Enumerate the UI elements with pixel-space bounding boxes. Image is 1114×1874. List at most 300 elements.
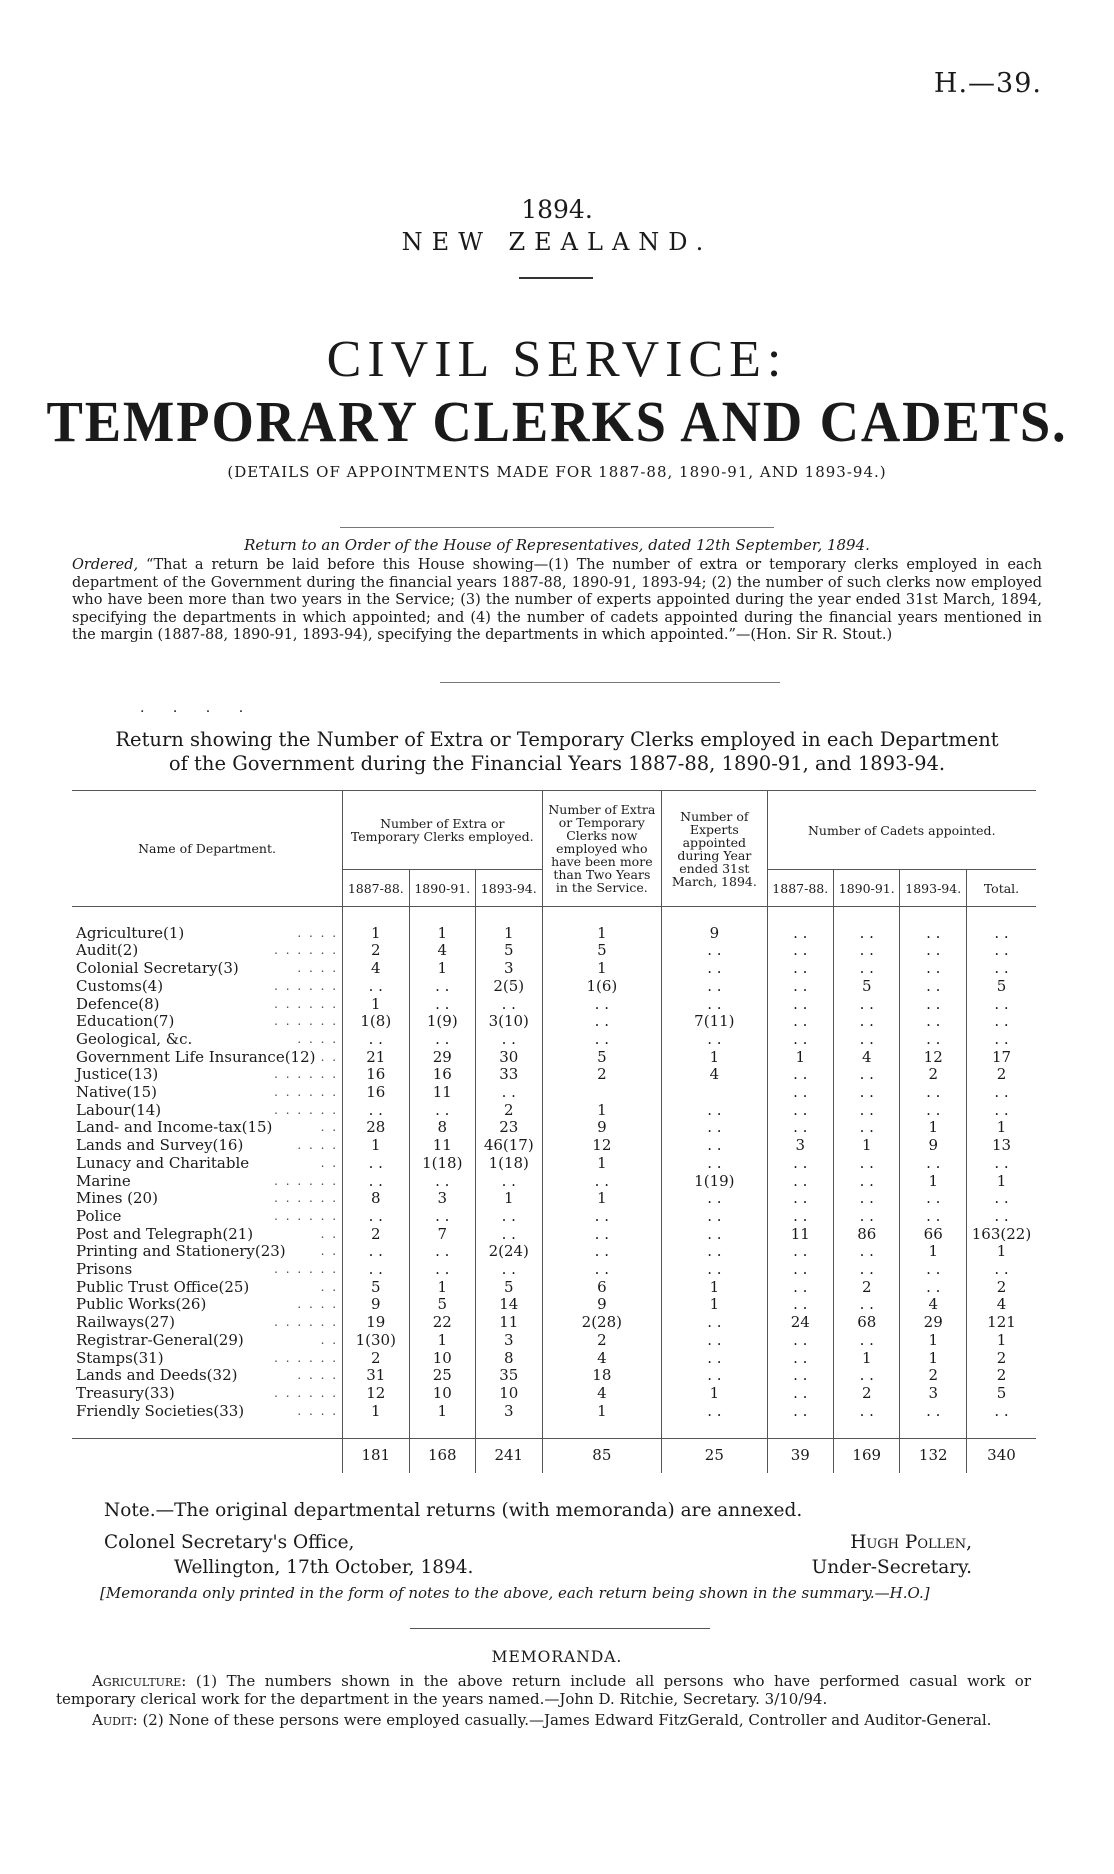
cell-two-years: 1 xyxy=(542,960,662,978)
memo-audit-label: Audit: xyxy=(92,1711,138,1729)
department-label: Railways(27) xyxy=(76,1313,175,1332)
cell-experts: . . xyxy=(662,1314,767,1332)
cell-extra-1887: 19 xyxy=(343,1314,409,1332)
cell-two-years: 2 xyxy=(542,1066,662,1084)
cell-extra-1890: 1 xyxy=(409,1403,475,1421)
department-label: Native(15) xyxy=(76,1083,158,1102)
cell-extra-1893: 3 xyxy=(476,1403,542,1421)
cell-extra-1887: 1 xyxy=(343,925,409,943)
cell-two-years: 1 xyxy=(542,1403,662,1421)
total-cadets-1887: 39 xyxy=(767,1439,833,1474)
cell-cadets-1893: . . xyxy=(900,1102,966,1120)
cell-two-years: . . xyxy=(542,1208,662,1226)
dot-leader: . . xyxy=(320,1155,339,1170)
cell-extra-1893: 14 xyxy=(476,1296,542,1314)
cell-extra-1890: 16 xyxy=(409,1066,475,1084)
cell-cadets-1893: . . xyxy=(900,1031,966,1049)
cell-cadets-1890: . . xyxy=(834,1066,900,1084)
cell-two-years: 12 xyxy=(542,1137,662,1155)
cell-cadets-1890: . . xyxy=(834,1190,900,1208)
cell-two-years: 2(28) xyxy=(542,1314,662,1332)
cell-two-years: 4 xyxy=(542,1350,662,1368)
table-row xyxy=(72,1049,1036,1067)
department-name xyxy=(72,1314,343,1332)
total-two-years: 85 xyxy=(542,1439,662,1474)
department-label: Labour(14) xyxy=(76,1100,162,1119)
cell-cadets-1887: . . xyxy=(767,1173,833,1191)
cell-experts: 1(19) xyxy=(662,1173,767,1191)
cell-cadets-total: 1 xyxy=(966,1243,1036,1261)
cell-extra-1890: 1 xyxy=(409,925,475,943)
table-row xyxy=(72,978,1036,996)
department-name xyxy=(72,1119,343,1137)
department-name xyxy=(72,1208,343,1226)
cell-cadets-total: . . xyxy=(966,1013,1036,1031)
cell-extra-1890: 1(18) xyxy=(409,1155,475,1173)
document-reference: H.—39. xyxy=(933,68,1042,99)
department-label: Post and Telegraph(21) xyxy=(76,1224,254,1243)
table-row xyxy=(72,960,1036,978)
cell-experts: 1 xyxy=(662,1279,767,1297)
cell-cadets-total: . . xyxy=(966,1208,1036,1226)
cell-experts: . . xyxy=(662,1155,767,1173)
cell-extra-1887: 2 xyxy=(343,1350,409,1368)
divider xyxy=(410,1628,710,1629)
cell-cadets-total: 5 xyxy=(966,978,1036,996)
department-name xyxy=(72,942,343,960)
table-row xyxy=(72,1385,1036,1403)
cell-cadets-1887: . . xyxy=(767,942,833,960)
dot-leader: . . . . xyxy=(297,1031,339,1046)
cell-extra-1887: 4 xyxy=(343,960,409,978)
cell-experts: . . xyxy=(662,1226,767,1244)
cell-two-years: . . xyxy=(542,1261,662,1279)
cell-cadets-1890: . . xyxy=(834,1031,900,1049)
total-cadets-total: 340 xyxy=(966,1439,1036,1474)
table-row xyxy=(72,1261,1036,1279)
dot-leader: . . . . xyxy=(297,1138,339,1153)
divider xyxy=(519,277,593,279)
cell-cadets-1887: . . xyxy=(767,960,833,978)
cell-extra-1887: 16 xyxy=(343,1066,409,1084)
cell-experts: . . xyxy=(662,1332,767,1350)
dot-leader: . . . . xyxy=(297,925,339,940)
cell-experts: 1 xyxy=(662,1049,767,1067)
cell-extra-1893: 3 xyxy=(476,1332,542,1350)
cell-extra-1887: . . xyxy=(343,1102,409,1120)
cell-extra-1893: . . xyxy=(476,996,542,1014)
cell-extra-1893: 11 xyxy=(476,1314,542,1332)
cell-extra-1890: 1(9) xyxy=(409,1013,475,1031)
cell-two-years: 6 xyxy=(542,1279,662,1297)
place-date: Wellington, 17th October, 1894. xyxy=(174,1557,474,1578)
memo-audit xyxy=(56,1711,1031,1729)
cell-cadets-1890: . . xyxy=(834,960,900,978)
cell-cadets-1887: 1 xyxy=(767,1049,833,1067)
table-row xyxy=(72,1155,1036,1173)
country-heading: NEW ZEALAND. xyxy=(401,228,713,256)
title-line-2: TEMPORARY CLERKS AND CADETS. xyxy=(46,389,1068,454)
cell-extra-1890: 10 xyxy=(409,1385,475,1403)
dot-leader: . . . . xyxy=(297,1368,339,1383)
col-header-experts: Number of Experts appointed during Year ended 31st March, 1894. xyxy=(662,791,767,907)
table-row xyxy=(72,1137,1036,1155)
cell-cadets-total: . . xyxy=(966,1403,1036,1421)
cell-cadets-1893: 3 xyxy=(900,1385,966,1403)
cell-experts: . . xyxy=(662,996,767,1014)
dot-leader: . . xyxy=(320,1279,339,1294)
dot-leader: . . . . . . xyxy=(274,1385,339,1400)
department-label: Public Trust Office(25) xyxy=(76,1277,250,1296)
cell-extra-1890: . . xyxy=(409,978,475,996)
cell-cadets-1893: . . xyxy=(900,925,966,943)
total-extra-1890: 168 xyxy=(409,1439,475,1474)
cell-extra-1890: . . xyxy=(409,1031,475,1049)
cell-experts: . . xyxy=(662,1350,767,1368)
cell-extra-1893: 5 xyxy=(476,1279,542,1297)
cell-extra-1887: 9 xyxy=(343,1296,409,1314)
cell-experts: . . xyxy=(662,1031,767,1049)
signatory-name: Hugh Pollen, xyxy=(850,1532,972,1553)
cell-cadets-1887: . . xyxy=(767,996,833,1014)
cell-two-years: 4 xyxy=(542,1385,662,1403)
cell-two-years: 1 xyxy=(542,1102,662,1120)
department-label: Government Life Insurance(12) xyxy=(76,1047,316,1066)
cell-cadets-total: 5 xyxy=(966,1385,1036,1403)
cell-cadets-total: 17 xyxy=(966,1049,1036,1067)
return-heading-line-1: Return showing the Number of Extra or Temporary Clerks employed in each Department xyxy=(115,728,999,751)
cell-cadets-1893: 9 xyxy=(900,1137,966,1155)
cell-cadets-1887: . . xyxy=(767,1243,833,1261)
cell-experts: . . xyxy=(662,942,767,960)
cell-extra-1890: 4 xyxy=(409,942,475,960)
department-label: Public Works(26) xyxy=(76,1295,207,1314)
cell-extra-1893: 2 xyxy=(476,1102,542,1120)
department-name xyxy=(72,1296,343,1314)
table-row xyxy=(72,1279,1036,1297)
cell-cadets-total: 2 xyxy=(966,1367,1036,1385)
cell-extra-1893: 33 xyxy=(476,1066,542,1084)
cell-cadets-1893: 1 xyxy=(900,1350,966,1368)
cell-extra-1893: 10 xyxy=(476,1385,542,1403)
cell-extra-1893: . . xyxy=(476,1226,542,1244)
cell-cadets-1890: . . xyxy=(834,1102,900,1120)
cell-cadets-total: . . xyxy=(966,1031,1036,1049)
cell-cadets-1890: 1 xyxy=(834,1137,900,1155)
cell-cadets-1893: 1 xyxy=(900,1243,966,1261)
dot-leader: . . . . xyxy=(297,961,339,976)
cell-cadets-1893: 4 xyxy=(900,1296,966,1314)
cell-cadets-total: . . xyxy=(966,942,1036,960)
cell-cadets-1890: . . xyxy=(834,1155,900,1173)
ellipsis-dots: . . . . xyxy=(140,700,256,716)
table-row xyxy=(72,1031,1036,1049)
cell-cadets-1890: . . xyxy=(834,925,900,943)
cell-two-years: . . xyxy=(542,996,662,1014)
department-name xyxy=(72,1155,343,1173)
cell-experts: . . xyxy=(662,1137,767,1155)
memo-audit-text: (2) None of these persons were employed casually.—James Edward FitzGerald, Controller and Auditor-General. xyxy=(142,1711,992,1729)
table-row xyxy=(72,1119,1036,1137)
dot-leader: . . . . . . xyxy=(274,1315,339,1330)
table-row xyxy=(72,1243,1036,1261)
cell-experts: . . xyxy=(662,1119,767,1137)
department-name xyxy=(72,1332,343,1350)
totals-row xyxy=(72,1439,1036,1474)
cell-cadets-1887: . . xyxy=(767,1279,833,1297)
cell-extra-1890: 10 xyxy=(409,1350,475,1368)
cell-experts: . . xyxy=(662,1367,767,1385)
cell-cadets-1893: 2 xyxy=(900,1066,966,1084)
department-name xyxy=(72,1350,343,1368)
cell-cadets-total: 121 xyxy=(966,1314,1036,1332)
cell-extra-1890: 1 xyxy=(409,1279,475,1297)
department-name xyxy=(72,1279,343,1297)
department-label: Friendly Societies(33) xyxy=(76,1401,245,1420)
dot-leader: . . . . . . xyxy=(274,1208,339,1223)
cell-cadets-1887: . . xyxy=(767,1350,833,1368)
cell-cadets-total: . . xyxy=(966,960,1036,978)
cell-cadets-1890: . . xyxy=(834,1243,900,1261)
dot-leader: . . . . . . xyxy=(274,978,339,993)
dot-leader: . . . . . . xyxy=(274,1067,339,1082)
total-cadets-1893: 132 xyxy=(900,1439,966,1474)
cell-two-years: 1 xyxy=(542,1190,662,1208)
cell-extra-1893: . . xyxy=(476,1208,542,1226)
cell-cadets-total: 2 xyxy=(966,1066,1036,1084)
cell-cadets-1890: . . xyxy=(834,1367,900,1385)
cell-extra-1893: . . xyxy=(476,1031,542,1049)
col-header-department: Name of Department. xyxy=(72,791,343,907)
table-row xyxy=(72,1190,1036,1208)
cell-cadets-1890: 5 xyxy=(834,978,900,996)
cell-cadets-1893: 66 xyxy=(900,1226,966,1244)
cell-extra-1890: 11 xyxy=(409,1084,475,1102)
cell-cadets-1893: 1 xyxy=(900,1173,966,1191)
cell-cadets-1893: 1 xyxy=(900,1119,966,1137)
cell-experts: 7(11) xyxy=(662,1013,767,1031)
cell-cadets-total: 163(22) xyxy=(966,1226,1036,1244)
cell-experts: . . xyxy=(662,1102,767,1120)
return-table xyxy=(72,790,1036,1473)
department-label: Lands and Survey(16) xyxy=(76,1136,244,1155)
table-row xyxy=(72,925,1036,943)
cell-extra-1893: 23 xyxy=(476,1119,542,1137)
cell-two-years: 1(6) xyxy=(542,978,662,996)
cell-cadets-1887: . . xyxy=(767,1385,833,1403)
divider xyxy=(440,682,780,683)
cell-extra-1890: 11 xyxy=(409,1137,475,1155)
department-label: Agriculture(1) xyxy=(76,923,185,942)
col-header-cadets-1890: 1890-91. xyxy=(834,870,900,907)
cell-experts: 9 xyxy=(662,925,767,943)
cell-cadets-1893: 12 xyxy=(900,1049,966,1067)
cell-extra-1887: 1(8) xyxy=(343,1013,409,1031)
cell-extra-1893: 1(18) xyxy=(476,1155,542,1173)
memoranda-note: [Memoranda only printed in the form of notes to the above, each return being shown in the summary.—H.O.] xyxy=(100,1584,930,1602)
cell-extra-1890: 29 xyxy=(409,1049,475,1067)
cell-cadets-1893: . . xyxy=(900,1013,966,1031)
cell-two-years: . . xyxy=(542,1013,662,1031)
department-name xyxy=(72,925,343,943)
total-extra-1887: 181 xyxy=(343,1439,409,1474)
signatory-position: Under-Secretary. xyxy=(811,1557,972,1578)
cell-cadets-1890: 2 xyxy=(834,1385,900,1403)
footer-note: Note.—The original departmental returns (with memoranda) are annexed. xyxy=(104,1500,803,1521)
cell-cadets-total: . . xyxy=(966,1261,1036,1279)
cell-two-years: 1 xyxy=(542,1155,662,1173)
cell-cadets-1887: . . xyxy=(767,1403,833,1421)
cell-cadets-1893: 29 xyxy=(900,1314,966,1332)
table-row xyxy=(72,996,1036,1014)
dot-leader: . . xyxy=(320,1332,339,1347)
cell-cadets-1890: . . xyxy=(834,1332,900,1350)
department-label: Stamps(31) xyxy=(76,1348,164,1367)
cell-extra-1893: 8 xyxy=(476,1350,542,1368)
dot-leader: . . . . . . xyxy=(274,996,339,1011)
cell-cadets-1890: 2 xyxy=(834,1279,900,1297)
department-label: Customs(4) xyxy=(76,976,164,995)
cell-experts: . . xyxy=(662,1403,767,1421)
table-row xyxy=(72,1173,1036,1191)
cell-extra-1893: 2(24) xyxy=(476,1243,542,1261)
cell-extra-1887: 28 xyxy=(343,1119,409,1137)
dot-leader: . . . . . . xyxy=(274,943,339,958)
department-label: Mines (20) xyxy=(76,1189,158,1208)
cell-extra-1887: . . xyxy=(343,1208,409,1226)
cell-extra-1893: 3(10) xyxy=(476,1013,542,1031)
cell-cadets-1887: . . xyxy=(767,925,833,943)
cell-extra-1893: . . xyxy=(476,1084,542,1102)
cell-cadets-1887: 11 xyxy=(767,1226,833,1244)
department-name xyxy=(72,1102,343,1120)
cell-cadets-1887: . . xyxy=(767,1155,833,1173)
cell-extra-1890: 3 xyxy=(409,1190,475,1208)
department-label: Audit(2) xyxy=(76,941,139,960)
cell-experts: 4 xyxy=(662,1066,767,1084)
cell-extra-1893: 35 xyxy=(476,1367,542,1385)
dot-leader: . . . . . . xyxy=(274,1173,339,1188)
cell-experts xyxy=(662,1084,767,1102)
cell-experts: . . xyxy=(662,978,767,996)
cell-two-years: 1 xyxy=(542,925,662,943)
office-block xyxy=(104,1530,473,1580)
department-label: Treasury(33) xyxy=(76,1383,175,1402)
document-year: 1894. xyxy=(521,195,593,224)
cell-cadets-1890: 1 xyxy=(834,1350,900,1368)
cell-extra-1890: 1 xyxy=(409,960,475,978)
cell-cadets-1893: . . xyxy=(900,1261,966,1279)
cell-extra-1887: . . xyxy=(343,1261,409,1279)
table-row xyxy=(72,1102,1036,1120)
cell-extra-1890: 1 xyxy=(409,1332,475,1350)
department-label: Lunacy and Charitable xyxy=(76,1153,250,1172)
cell-cadets-1890: . . xyxy=(834,996,900,1014)
cell-cadets-1887: . . xyxy=(767,1066,833,1084)
cell-extra-1890: . . xyxy=(409,1243,475,1261)
cell-experts: . . xyxy=(662,1243,767,1261)
cell-cadets-1887: . . xyxy=(767,1332,833,1350)
department-name xyxy=(72,1137,343,1155)
cell-cadets-1890: . . xyxy=(834,942,900,960)
col-header-cadets-total: Total. xyxy=(966,870,1036,907)
total-cadets-1890: 169 xyxy=(834,1439,900,1474)
cell-extra-1887: 12 xyxy=(343,1385,409,1403)
cell-extra-1893: 30 xyxy=(476,1049,542,1067)
cell-extra-1890: . . xyxy=(409,1102,475,1120)
cell-experts: . . xyxy=(662,960,767,978)
department-name xyxy=(72,1226,343,1244)
memoranda-title: MEMORANDA. xyxy=(491,1648,623,1666)
department-label: Registrar-General(29) xyxy=(76,1330,244,1349)
cell-extra-1893: 3 xyxy=(476,960,542,978)
cell-cadets-1887: . . xyxy=(767,978,833,996)
cell-two-years: 9 xyxy=(542,1296,662,1314)
col-header-extra-1887: 1887-88. xyxy=(343,870,409,907)
cell-extra-1887: . . xyxy=(343,1155,409,1173)
department-label: Geological, &c. xyxy=(76,1029,193,1048)
cell-cadets-1893: . . xyxy=(900,1279,966,1297)
table-body xyxy=(72,907,1036,1439)
total-experts: 25 xyxy=(662,1439,767,1474)
cell-cadets-total: 1 xyxy=(966,1173,1036,1191)
cell-extra-1887: 1 xyxy=(343,1403,409,1421)
cell-cadets-1890: . . xyxy=(834,1261,900,1279)
cell-cadets-1887: . . xyxy=(767,1031,833,1049)
cell-cadets-1893: . . xyxy=(900,942,966,960)
cell-cadets-total: 1 xyxy=(966,1119,1036,1137)
cell-extra-1887: 5 xyxy=(343,1279,409,1297)
cell-cadets-1893: 2 xyxy=(900,1367,966,1385)
col-header-two-years: Number of Extra or Temporary Clerks now employed who have been more than Two Years in the Service. xyxy=(542,791,662,907)
table-row xyxy=(72,1296,1036,1314)
department-name xyxy=(72,1367,343,1385)
department-name xyxy=(72,1385,343,1403)
cell-experts: . . xyxy=(662,1261,767,1279)
table-row xyxy=(72,942,1036,960)
department-label: Land- and Income-tax(15) xyxy=(76,1118,273,1137)
cell-cadets-1887: . . xyxy=(767,1367,833,1385)
cell-extra-1890: 25 xyxy=(409,1367,475,1385)
cell-cadets-1887: . . xyxy=(767,1119,833,1137)
cell-extra-1887: 1 xyxy=(343,1137,409,1155)
col-header-cadets-group: Number of Cadets appointed. xyxy=(767,791,1036,870)
department-name xyxy=(72,960,343,978)
department-label: Colonial Secretary(3) xyxy=(76,959,239,978)
cell-two-years: 5 xyxy=(542,1049,662,1067)
cell-cadets-total: 1 xyxy=(966,1332,1036,1350)
cell-extra-1890: . . xyxy=(409,996,475,1014)
ordered-paragraph xyxy=(72,557,1042,645)
cell-cadets-1887: . . xyxy=(767,1296,833,1314)
department-name xyxy=(72,1173,343,1191)
cell-cadets-1890: 4 xyxy=(834,1049,900,1067)
cell-cadets-1893: . . xyxy=(900,1208,966,1226)
cell-extra-1887: 31 xyxy=(343,1367,409,1385)
dot-leader: . . xyxy=(320,1244,339,1259)
table-row xyxy=(72,1208,1036,1226)
table-row xyxy=(72,1314,1036,1332)
cell-cadets-1887: 3 xyxy=(767,1137,833,1155)
cell-extra-1890: 7 xyxy=(409,1226,475,1244)
cell-cadets-1890: . . xyxy=(834,1013,900,1031)
cell-cadets-1890: . . xyxy=(834,1296,900,1314)
cell-cadets-1890: . . xyxy=(834,1208,900,1226)
department-name xyxy=(72,978,343,996)
cell-two-years: . . xyxy=(542,1243,662,1261)
cell-cadets-1887: . . xyxy=(767,1190,833,1208)
cell-extra-1893: 1 xyxy=(476,925,542,943)
